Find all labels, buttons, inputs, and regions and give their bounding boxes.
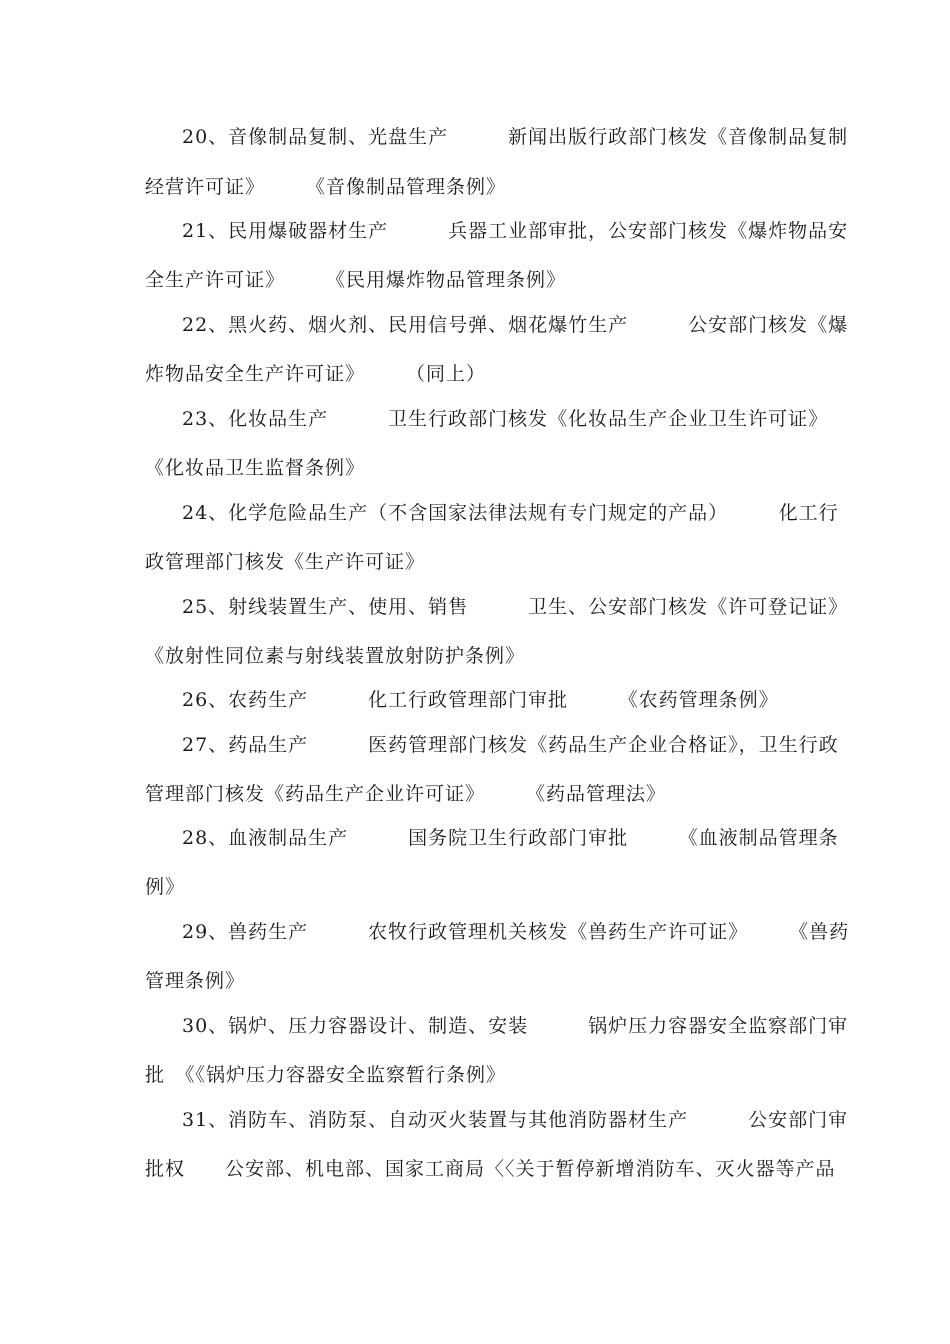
item-22-line-1: 22、黑火药、烟火剂、民用信号弹、烟花爆竹生产 公安部门核发《爆 — [182, 314, 849, 336]
item-27-line-1: 27、药品生产 医药管理部门核发《药品生产企业合格证》，卫生行政 — [182, 734, 839, 756]
item-25-line-1: 25、射线装置生产、使用、销售 卫生、公安部门核发《许可登记证》 — [182, 596, 849, 618]
item-28-line-1: 28、血液制品生产 国务院卫生行政部门审批 《血液制品管理条 — [182, 827, 839, 849]
item-23-line-1: 23、化妆品生产 卫生行政部门核发《化妆品生产企业卫生许可证》 — [182, 408, 829, 430]
item-23-line-2: 《化妆品卫生监督条例》 — [145, 457, 366, 479]
item-20-line-2: 经营许可证》 《音像制品管理条例》 — [145, 176, 507, 198]
item-30-line-2: 批 《《锅炉压力容器安全监察暂行条例》 — [145, 1064, 507, 1086]
item-28-line-2: 例》 — [145, 876, 186, 898]
item-29-line-1: 29、兽药生产 农牧行政管理机关核发《兽药生产许可证》 《兽药 — [182, 921, 850, 943]
item-24-line-1: 24、化学危险品生产（不含国家法律法规有专门规定的产品） 化工行 — [182, 502, 839, 524]
item-25-line-2: 《放射性同位素与射线装置放射防护条例》 — [145, 645, 526, 667]
item-27-line-2: 管理部门核发《药品生产企业许可证》 《药品管理法》 — [145, 783, 667, 805]
item-30-line-1: 30、锅炉、压力容器设计、制造、安装 锅炉压力容器安全监察部门审 — [182, 1015, 849, 1037]
item-21-line-2: 全生产许可证》 《民用爆炸物品管理条例》 — [145, 269, 567, 291]
item-21-line-1: 21、民用爆破器材生产 兵器工业部审批，公安部门核发《爆炸物品安 — [182, 220, 849, 242]
item-29-line-2: 管理条例》 — [145, 970, 246, 992]
item-20-line-1: 20、音像制品复制、光盘生产 新闻出版行政部门核发《音像制品复制 — [182, 126, 849, 148]
item-24-line-2: 政管理部门核发《生产许可证》 — [145, 551, 426, 573]
item-31-line-2: 批权 公安部、机电部、国家工商局〈〈关于暂停新增消防车、灭火器等产品 — [145, 1158, 836, 1180]
item-26-line-1: 26、农药生产 化工行政管理部门审批 《农药管理条例》 — [182, 689, 779, 711]
item-31-line-1: 31、消防车、消防泵、自动灭火装置与其他消防器材生产 公安部门审 — [182, 1109, 849, 1131]
item-22-line-2: 炸物品安全生产许可证》 （同上） — [145, 363, 487, 385]
